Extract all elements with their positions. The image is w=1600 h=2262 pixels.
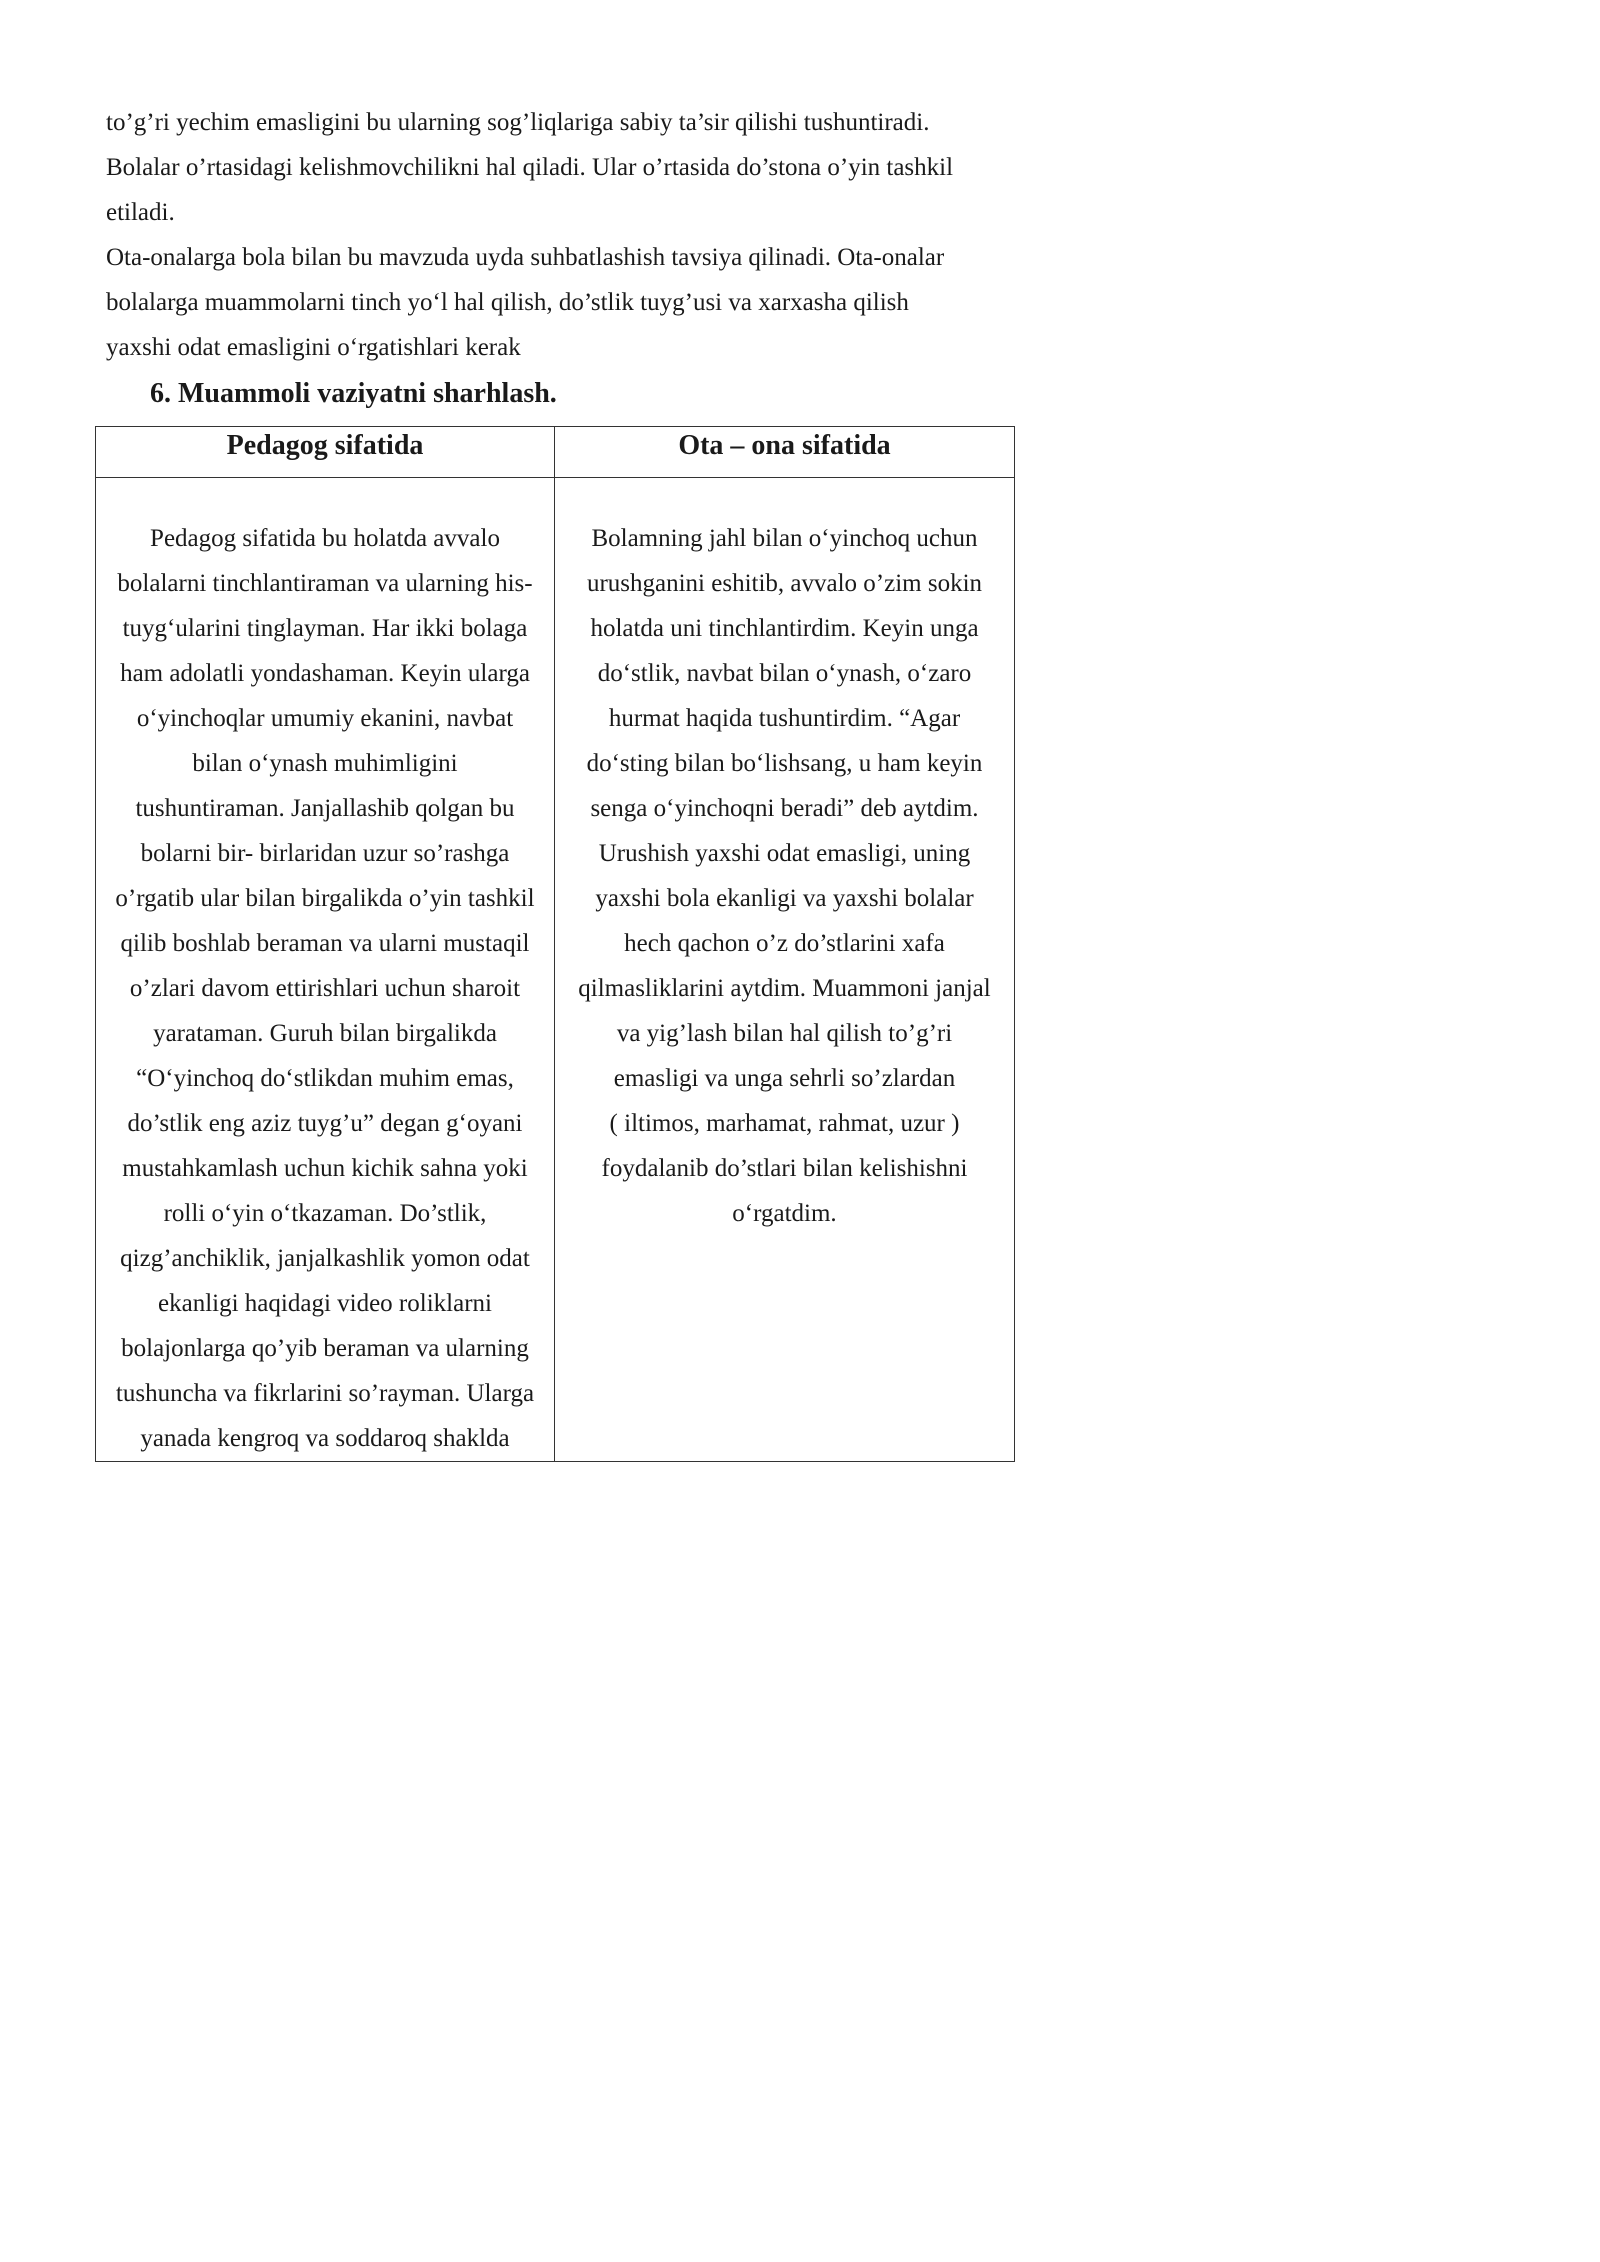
- table-header-row: [96, 427, 1015, 478]
- document-page: [0, 0, 1108, 1558]
- intro-paragraph: [106, 100, 1026, 370]
- cell-line: mustahkamlash uchun kichik sahna yoki: [122, 1155, 528, 1182]
- intro-line: to’g’ri yechim emasligini bu ularning sog’liqlariga sabiy ta’sir qilishi tushuntiradi.: [106, 109, 930, 136]
- cell-line: do‘sting bilan bo‘lishsang, u ham keyin: [586, 750, 983, 777]
- cell-line: qilmasliklarini aytdim. Muammoni janjal: [578, 975, 991, 1002]
- cell-line: qizg’anchiklik, janjalkashlik yomon odat: [120, 1245, 530, 1272]
- cell-pedagog: [96, 478, 555, 1462]
- cell-line: yanada kengroq va soddaroq shaklda: [140, 1425, 510, 1452]
- cell-line: ham adolatli yondashaman. Keyin ularga: [120, 660, 530, 687]
- cell-line: emasligi va unga sehrli so’zlardan: [613, 1065, 956, 1092]
- section-heading: 6. Muammoli vaziyatni sharhlash.: [150, 378, 557, 409]
- intro-line: Ota-onalarga bola bilan bu mavzuda uyda suhbatlashish tavsiya qilinadi. Ota-onalar: [106, 244, 945, 271]
- cell-line: holatda uni tinchlantirdim. Keyin unga: [590, 615, 979, 642]
- cell-line: urushganini eshitib, avvalo o’zim sokin: [586, 570, 983, 597]
- cell-line: qilib boshlab beraman va ularni mustaqil: [120, 930, 530, 957]
- cell-line: do‘stlik, navbat bilan o‘ynash, o‘zaro: [597, 660, 972, 687]
- cell-line: bolajonlarga qo’yib beraman va ularning: [121, 1335, 529, 1362]
- cell-line: yaxshi bola ekanligi va yaxshi bolalar: [595, 885, 974, 912]
- cell-parent: [555, 478, 1015, 1462]
- cell-line: o’rgatib ular bilan birgalikda o’yin tashkil: [115, 885, 535, 912]
- cell-line: rolli o‘yin o‘tkazaman. Do’stlik,: [163, 1200, 487, 1227]
- cell-line: o’zlari davom ettirishlari uchun sharoit: [129, 975, 521, 1002]
- cell-line: senga o‘yinchoqni beradi” deb aytdim.: [590, 795, 979, 822]
- cell-line: foydalanib do’stlari bilan kelishishni: [601, 1155, 968, 1182]
- cell-line: va yig’lash bilan hal qilish to’g’ri: [616, 1020, 953, 1047]
- cell-line: o‘yinchoqlar umumiy ekanini, navbat: [136, 705, 514, 732]
- cell-line: Pedagog sifatida bu holatda avvalo: [150, 525, 500, 552]
- cell-line: bilan o‘ynash muhimligini: [192, 750, 458, 777]
- header-parent: Ota – ona sifatida: [555, 427, 1015, 478]
- intro-line: yaxshi odat emasligini o‘rgatishlari kerak: [106, 334, 521, 361]
- table-row: [96, 478, 1015, 1462]
- cell-line: Urushish yaxshi odat emasligi, uning: [598, 840, 971, 867]
- cell-line: do’stlik eng aziz tuyg’u” degan g‘oyani: [127, 1110, 523, 1137]
- cell-line: yarataman. Guruh bilan birgalikda: [153, 1020, 497, 1047]
- header-pedagog: Pedagog sifatida: [96, 427, 555, 478]
- cell-line: Bolamning jahl bilan o‘yinchoq uchun: [591, 525, 978, 552]
- cell-line: tushuncha va fikrlarini so’rayman. Ularga: [115, 1380, 535, 1407]
- cell-line: bolarni bir- birlaridan uzur so’rashga: [140, 840, 510, 867]
- intro-line: Bolalar o’rtasidagi kelishmovchilikni hal qiladi. Ular o’rtasida do’stona o’yin tashkil: [106, 154, 954, 181]
- cell-line: bolalarni tinchlantiraman va ularning his-: [117, 570, 533, 597]
- intro-line: etiladi.: [106, 199, 175, 226]
- cell-line: “O‘yinchoq do‘stlikdan muhim emas,: [136, 1065, 514, 1092]
- comparison-table: [95, 426, 1015, 1462]
- cell-line: hurmat haqida tushuntirdim. “Agar: [608, 705, 961, 732]
- intro-line: bolalarga muammolarni tinch yo‘l hal qilish, do’stlik tuyg’usi va xarxasha qilish: [106, 289, 909, 316]
- cell-line: tuyg‘ularini tinglayman. Har ikki bolaga: [122, 615, 528, 642]
- cell-line: ekanligi haqidagi video roliklarni: [158, 1290, 492, 1317]
- cell-line: ( iltimos, marhamat, rahmat, uzur ): [609, 1110, 960, 1137]
- cell-line: o‘rgatdim.: [732, 1200, 837, 1227]
- cell-line: hech qachon o’z do’stlarini xafa: [624, 930, 945, 957]
- cell-line: tushuntiraman. Janjallashib qolgan bu: [135, 795, 515, 822]
